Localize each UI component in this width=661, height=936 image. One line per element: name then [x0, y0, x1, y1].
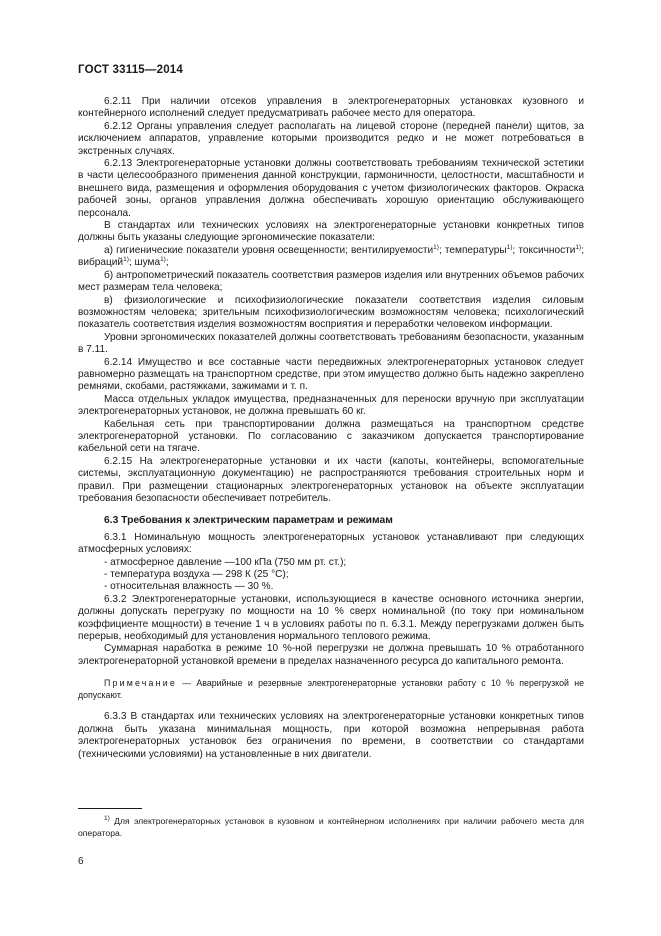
list-item-a-noise: ; шума: [128, 257, 161, 269]
footnote-text: Для электрогенераторных установок в кузовном и контейнерном исполнениях при наличии рабочего места для оператора.: [78, 816, 584, 838]
list-item-c: в) физиологические и психофизиологические показатели соответствия изделия силовым возможностям человека; зрительным психофизиологическим возможностям человека; психологический показатель соответствия изделия возможностям восприятия и переработки человеком информации.: [78, 294, 584, 331]
list-item-a-temp: ; температуры: [438, 244, 507, 256]
footnote-ref: 1): [433, 243, 439, 251]
page-number: 6: [78, 856, 84, 867]
paragraph-ergonomic-intro: В стандартах или технических условиях на электрогенераторные установки конкретных типов должны быть указаны следующие эргономические показатели:: [78, 220, 584, 244]
paragraph-6-3-1: 6.3.1 Номинальную мощность электрогенераторных установок устанавливают при следующих атмосферных условиях:: [78, 531, 584, 556]
paragraph-6-3-2: 6.3.2 Электрогенераторные установки, использующиеся в качестве основного источника энергии, должны допускать перегрузку по мощности на 10 % сверх номинальной (по току при номинальном коэффициенте мощности) в течение 1 ч в условиях работы по п. 6.3.1. Между перегрузками должен быть перерыв, необходимый для установления нормального теплового режима.: [78, 593, 584, 643]
paragraph-6-2-13: 6.2.13 Электрогенераторные установки должны соответствовать требованиям технической эстетики в части целесообразного применения данной конструкции, гармоничности, целостности, масштабности и внешнего вида, размещения и оформления оборудования с учетом физиологических факторов. Окраска рабочей зоны, органов управления должна обеспечивать хорошую ориентацию обслуживающего персонала.: [78, 158, 584, 219]
note: [78, 678, 584, 701]
footnote-ref: 1): [123, 256, 129, 264]
section-heading-6-3: 6.3 Требования к электрическим параметрам и режимам: [104, 515, 393, 527]
footnote-ref: 1): [506, 243, 513, 251]
page-header: ГОСТ 33115—2014: [78, 64, 183, 76]
list-item-a-tox: ; токсичности: [512, 244, 576, 256]
paragraph-6-2-12: 6.2.12 Органы управления следует располагать на лицевой стороне (передней панели) щитов, за исключением аппаратов, управление которыми производится редко и не может потребоваться в экстренных случаях.: [78, 120, 584, 157]
list-item-a-text: а) гигиенические показатели уровня освещенности; вентилируемости: [104, 244, 434, 256]
paragraph-6-2-15: 6.2.15 На электрогенераторные установки и их части (капоты, контейнеры, вспомогательные системы, эксплуатационную документацию) не распространяются требования строительных норм и правил. При размещении стационарных электрогенераторных установок на объекте эксплуатации требования безопасности обеспечивает потребитель.: [78, 455, 584, 504]
note-label: Примечание: [104, 678, 177, 689]
footnote-ref: 1): [575, 243, 582, 251]
paragraph-cable: Кабельная сеть при транспортировании должна размещаться на транспортном средстве электрогенераторной установки. По согласованию с заказчиком допускается транспортирование кабельной сети на тягаче.: [78, 418, 584, 455]
paragraph-6-2-11: 6.2.11 При наличии отсеков управления в электрогенераторных установках кузовного и контейнерного исполнений следует предусматривать рабочее место для оператора.: [78, 96, 584, 120]
paragraph-6-3-3: 6.3.3 В стандартах или технических условиях на электрогенераторные установки конкретных типов должна быть указана минимальная мощность, при которой возможна непрерывная работа электрогенераторных установок без ограничения по времени, в соответствии со стандартами (техническими условиями) на установленные в них двигатели.: [78, 711, 584, 760]
footnote-ref: 1): [160, 256, 166, 264]
list-item-a-vib: ; вибраций: [78, 244, 585, 269]
footnote-divider: [78, 808, 142, 809]
list-item-b: б) антропометрический показатель соответствия размеров изделия или внутренних объемов рабочих мест размерам тела человека;: [78, 269, 584, 294]
paragraph-mass: Масса отдельных укладок имущества, предназначенных для переноски вручную при эксплуатации электрогенераторных установок, не должна превышать 60 кг.: [78, 393, 584, 418]
list-item-temperature: - температура воздуха — 298 К (25 °С);: [104, 569, 289, 581]
paragraph-6-2-14: 6.2.14 Имущество и все составные части передвижных электрогенераторных установок следует равномерно размещать на транспортном средстве, при этом имущество должно быть надежно закреплено ремнями, скобами, растяжками, зажимами и т. п.: [78, 356, 584, 393]
list-item-a-end: ;: [165, 257, 169, 269]
paragraph-overload-total: Суммарная наработка в режиме 10 %-ной перегрузки не должна превышать 10 % отработанного электрогенераторной установкой времени в пределах назначенного ресурса до капитального ремонта.: [78, 643, 584, 667]
list-item-pressure: - атмосферное давление —100 кПа (750 мм рт. ст.);: [104, 556, 347, 568]
footnote-mark: 1): [104, 815, 110, 822]
note-text: — Аварийные и резервные электрогенераторные установки работу с 10 % перегрузкой не допускают.: [78, 678, 584, 700]
list-item-a: [78, 245, 584, 270]
paragraph-ergonomic-levels: Уровни эргономических показателей должны соответствовать требованиям безопасности, указанным в 7.11.: [78, 331, 584, 356]
list-item-humidity: - относительная влажность — 30 %.: [104, 581, 274, 593]
document-body: [78, 96, 584, 761]
footnote: [78, 816, 584, 839]
